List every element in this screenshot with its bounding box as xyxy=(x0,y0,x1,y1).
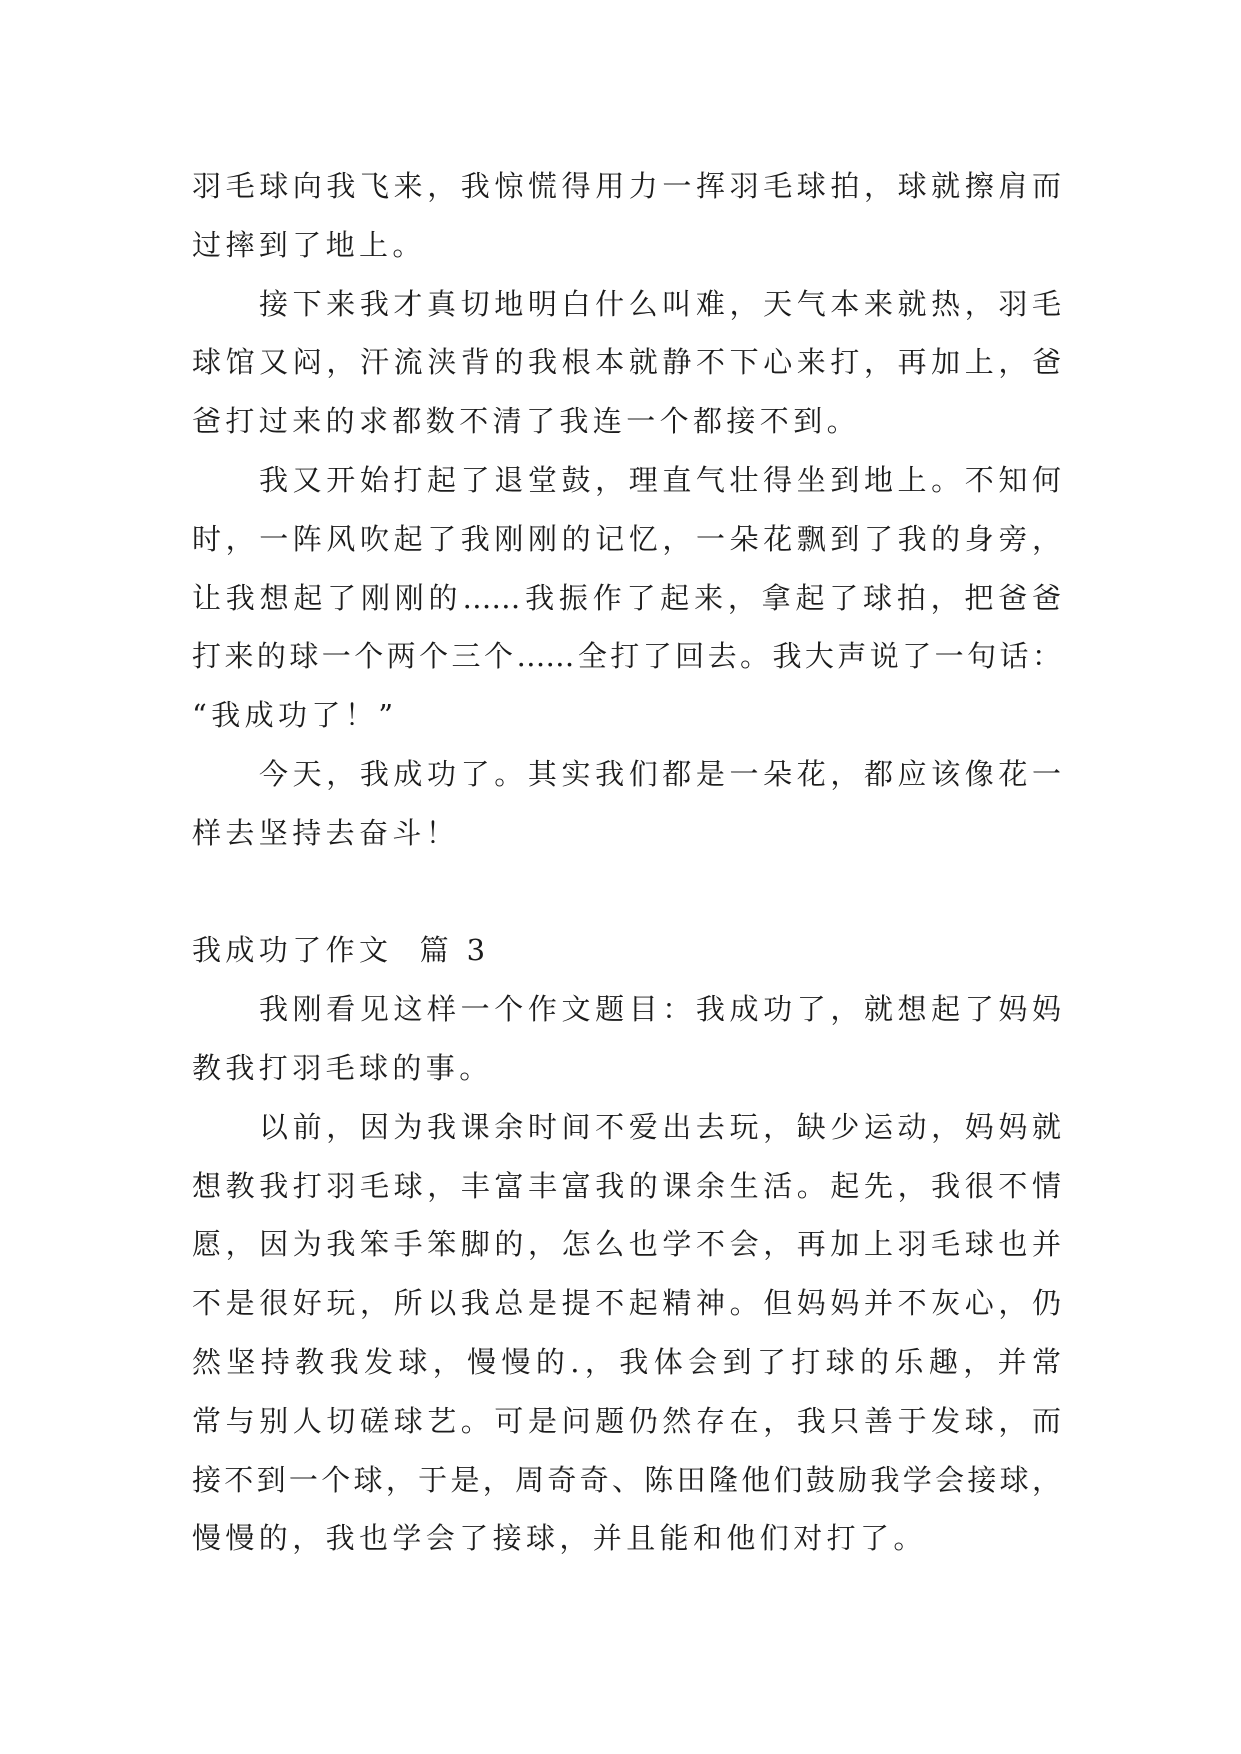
text-line: 教我打羽毛球的事。 xyxy=(192,1050,493,1085)
text-line: 常与别人切磋球艺。可是问题仍然存在，我只善于发球，而 xyxy=(192,1403,1061,1438)
text-line: 我又开始打起了退堂鼓，理直气壮得坐到地上。不知何 xyxy=(259,462,1061,497)
text-line: “我成功了！” xyxy=(192,698,398,733)
text-line: 爸打过来的求都数不清了我连一个都接不到。 xyxy=(192,404,861,439)
text-line: 羽毛球向我飞来，我惊慌得用力一挥羽毛球拍，球就擦肩而 xyxy=(192,169,1061,203)
text-line: 样去坚持去奋斗！ xyxy=(192,815,460,850)
section-heading: 我成功了作文 篇 3 xyxy=(192,933,490,968)
text-line: 过摔到了地上。 xyxy=(192,227,426,262)
text-line: 慢慢的，我也学会了接球，并且能和他们对打了。 xyxy=(192,1521,927,1556)
paragraph xyxy=(192,451,1061,745)
text-line: 接下来我才真切地明白什么叫难，天气本来就热，羽毛 xyxy=(259,286,1061,321)
text-line: 今天，我成功了。其实我们都是一朵花，都应该像花一 xyxy=(259,756,1061,791)
text-line: 以前，因为我课余时间不爱出去玩，缺少运动，妈妈就 xyxy=(259,1109,1061,1144)
text-line: 让我想起了刚刚的……我振作了起来，拿起了球拍，把爸爸 xyxy=(192,580,1061,615)
text-line: 想教我打羽毛球，丰富丰富我的课余生活。起先，我很不情 xyxy=(192,1168,1061,1203)
text-line: 打来的球一个两个三个……全打了回去。我大声说了一句话： xyxy=(192,639,1061,674)
text-line: 然坚持教我发球，慢慢的.，我体会到了打球的乐趣，并常 xyxy=(192,1344,1061,1379)
text-line: 愿，因为我笨手笨脚的，怎么也学不会，再加上羽毛球也并 xyxy=(192,1227,1061,1262)
paragraph xyxy=(192,745,1061,863)
document-body xyxy=(192,157,1061,1568)
text-line: 球馆又闷，汗流浃背的我根本就静不下心来打，再加上，爸 xyxy=(192,345,1061,380)
paragraph xyxy=(192,980,1061,1098)
paragraph xyxy=(192,157,1061,275)
paragraph xyxy=(192,1098,1061,1568)
text-line: 接不到一个球，于是，周奇奇、陈田隆他们鼓励我学会接球， xyxy=(192,1462,1061,1497)
text-line: 我刚看见这样一个作文题目：我成功了，就想起了妈妈 xyxy=(259,992,1061,1027)
text-line: 不是很好玩，所以我总是提不起精神。但妈妈并不灰心，仍 xyxy=(192,1286,1061,1321)
paragraph xyxy=(192,275,1061,451)
text-line: 时，一阵风吹起了我刚刚的记忆，一朵花飘到了我的身旁， xyxy=(192,521,1061,556)
